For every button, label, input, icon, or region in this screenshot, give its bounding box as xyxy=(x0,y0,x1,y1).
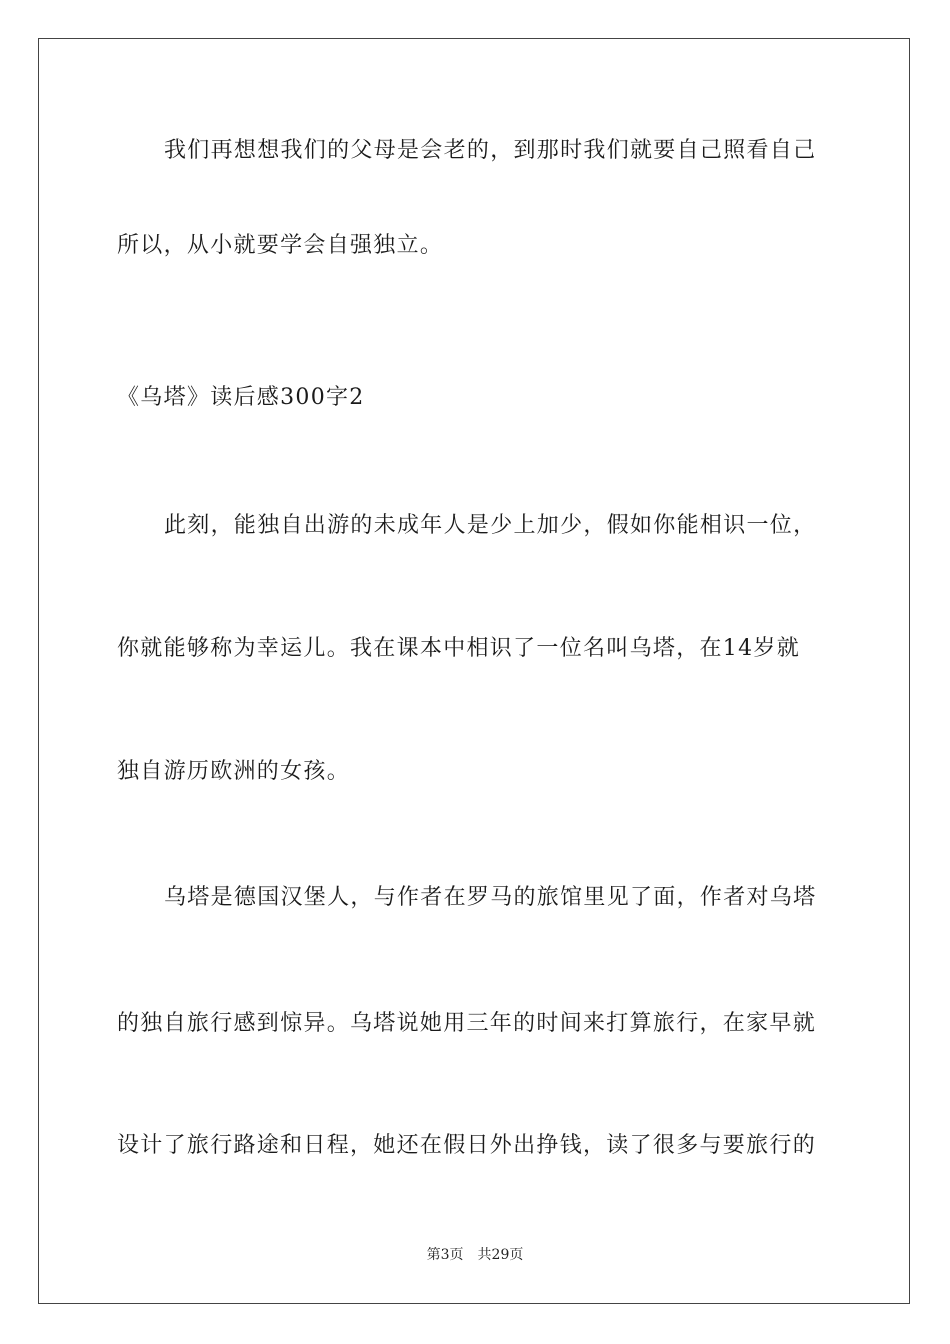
paragraph-line: 乌塔是德国汉堡人，与作者在罗马的旅馆里见了面，作者对乌塔 xyxy=(164,885,817,910)
paragraph-line: 独自游历欧洲的女孩。 xyxy=(117,759,351,784)
paragraph-line: 我们再想想我们的父母是会老的，到那时我们就要自己照看自己 xyxy=(164,138,817,163)
page-total: 共29页 xyxy=(477,1247,524,1263)
paragraph-line: 设计了旅行路途和日程，她还在假日外出挣钱，读了很多与要旅行的 xyxy=(117,1133,817,1158)
page-border xyxy=(38,38,910,1304)
paragraph-line: 的独自旅行感到惊异。乌塔说她用三年的时间来打算旅行，在家早就 xyxy=(117,1011,817,1036)
page-number: 第3页 xyxy=(426,1247,464,1263)
paragraph-line: 所以，从小就要学会自强独立。 xyxy=(117,233,444,258)
paragraph-line: 你就能够称为幸运儿。我在课本中相识了一位名叫乌塔，在14岁就 xyxy=(117,636,800,661)
section-heading: 《乌塔》读后感300字2 xyxy=(117,385,365,410)
paragraph-line: 此刻，能独自出游的未成年人是少上加少，假如你能相识一位， xyxy=(164,513,817,538)
page-footer xyxy=(0,1245,950,1265)
